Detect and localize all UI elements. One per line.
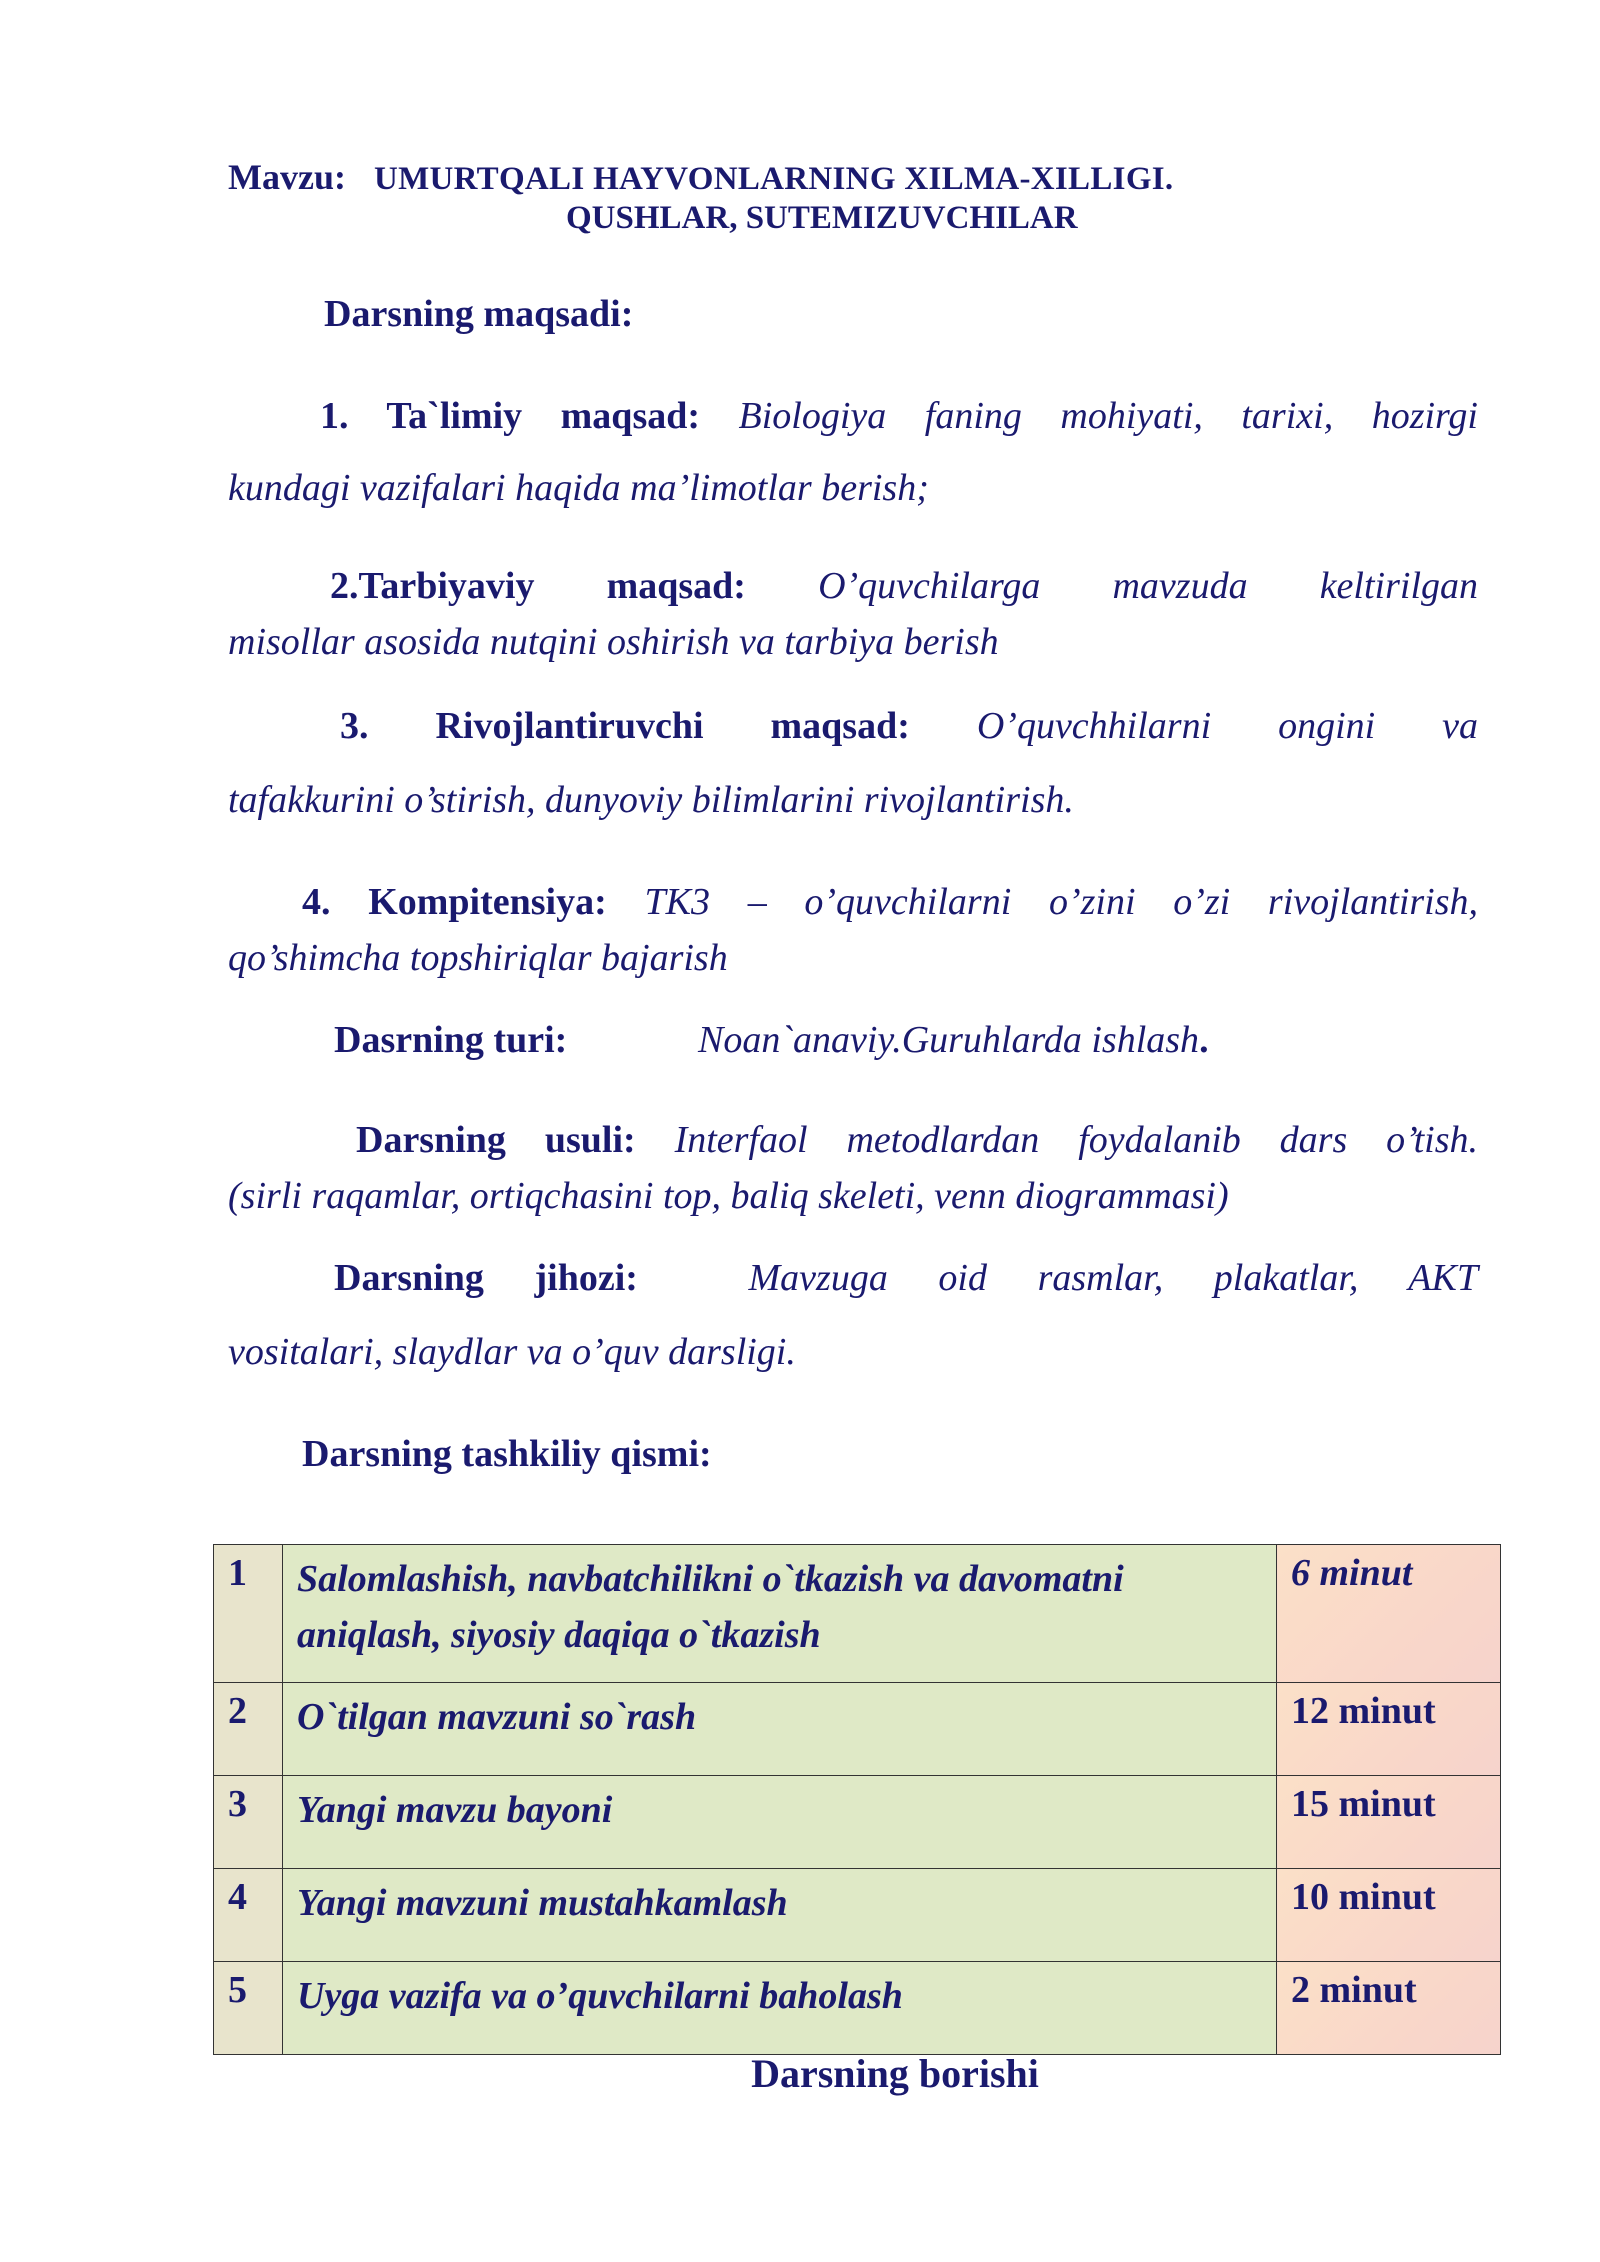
lesson-type-end: . (1199, 1019, 1209, 1061)
topic-line-1: UMURTQALI HAYVONLARNING XILMA-XILLIGI. (373, 161, 1174, 197)
lesson-equipment-text-1: Mavzuga oid rasmlar, plakatlar, AKT (748, 1257, 1479, 1299)
row-time: 10 minut (1277, 1869, 1501, 1962)
row-activity: O`tilgan mavzuni so`rash (283, 1683, 1277, 1776)
row-number: 4 (214, 1869, 283, 1962)
progress-heading: Darsning borishi (751, 2051, 1039, 2096)
goal-2-text-2: misollar asosida nutqini oshirish va tarbiya berish (228, 621, 999, 663)
row-activity: Uyga vazifa va o’quvchilarni baholash (283, 1962, 1277, 2055)
topic-line-2: QUSHLAR, SUTEMIZUVCHILAR (566, 200, 1078, 236)
goal-4-line-1 (228, 880, 1478, 924)
row-time: 2 minut (1277, 1962, 1501, 2055)
topic-label: Mavzu: (228, 157, 346, 197)
lesson-type-value-wrap (698, 1018, 1209, 1062)
row-number: 3 (214, 1776, 283, 1869)
goal-1-text-1: Biologiya faning mohiyati, tarixi, hozirgi (738, 395, 1478, 437)
table-row (214, 1545, 1501, 1683)
lesson-equipment-line-1 (228, 1256, 1478, 1300)
lesson-method-text-1: Interfaol metodlardan foydalanib dars o’tish. (674, 1119, 1479, 1161)
goals-heading: Darsning maqsadi: (324, 293, 634, 335)
lesson-equipment-text-2: vositalari, slaydlar va o’quv darsligi. (228, 1331, 796, 1373)
table-row (214, 1776, 1501, 1869)
goal-3-text-2: tafakkurini o’stirish, dunyoviy bilimlarini rivojlantirish. (228, 779, 1074, 821)
row-time: 12 minut (1277, 1683, 1501, 1776)
row-activity: Yangi mavzuni mustahkamlash (283, 1869, 1277, 1962)
goal-3-text-1: O’quvchhilarni ongini va (976, 705, 1479, 747)
row-activity: Yangi mavzu bayoni (283, 1776, 1277, 1869)
lesson-method-line-1 (228, 1118, 1478, 1162)
goal-3-label: Rivojlantiruvchi maqsad: (435, 705, 910, 747)
organization-heading: Darsning tashkiliy qismi: (302, 1433, 712, 1475)
lesson-type-value: Noan`anaviy.Guruhlarda ishlash (698, 1019, 1200, 1061)
goal-3-number: 3. (340, 705, 369, 747)
goal-2-text-1: O’quvchilarga mavzuda keltirilgan (818, 565, 1479, 607)
goal-1-text-2: kundagi vazifalari haqida ma’limotlar berish; (228, 467, 929, 509)
goal-4-text-1: TK3 – o’quvchilarni o’zini o’zi rivojlantirish, (644, 881, 1479, 923)
row-activity: Salomlashish, navbatchilikni o`tkazish va davomatni aniqlash, siyosiy daqiqa o`tkazish (283, 1545, 1277, 1683)
schedule-table (213, 1544, 1501, 2055)
topic-block (228, 156, 1478, 236)
lesson-method-text-2: (sirli raqamlar, ortiqchasini top, baliq skeleti, venn diogrammasi) (228, 1175, 1229, 1217)
table-row (214, 1962, 1501, 2055)
goal-3-line-1 (228, 704, 1478, 748)
row-time: 6 minut (1277, 1545, 1501, 1683)
goal-4-text-2: qo’shimcha topshiriqlar bajarish (228, 937, 728, 979)
goal-2-line-1 (228, 564, 1478, 608)
table-row (214, 1869, 1501, 1962)
row-time: 15 minut (1277, 1776, 1501, 1869)
lesson-method-label: Darsning usuli: (356, 1119, 636, 1161)
table-row (214, 1683, 1501, 1776)
row-number: 2 (214, 1683, 283, 1776)
row-number: 1 (214, 1545, 283, 1683)
goal-1-line-1 (228, 394, 1478, 438)
goal-2-label: 2.Tarbiyaviy maqsad: (330, 565, 746, 607)
goal-4-label: 4. Kompitensiya: (302, 881, 607, 923)
lesson-type-label: Dasrning turi: (334, 1019, 568, 1061)
row-number: 5 (214, 1962, 283, 2055)
goal-1-label: 1. Ta`limiy maqsad: (320, 395, 701, 437)
lesson-equipment-label: Darsning jihozi: (334, 1257, 638, 1299)
